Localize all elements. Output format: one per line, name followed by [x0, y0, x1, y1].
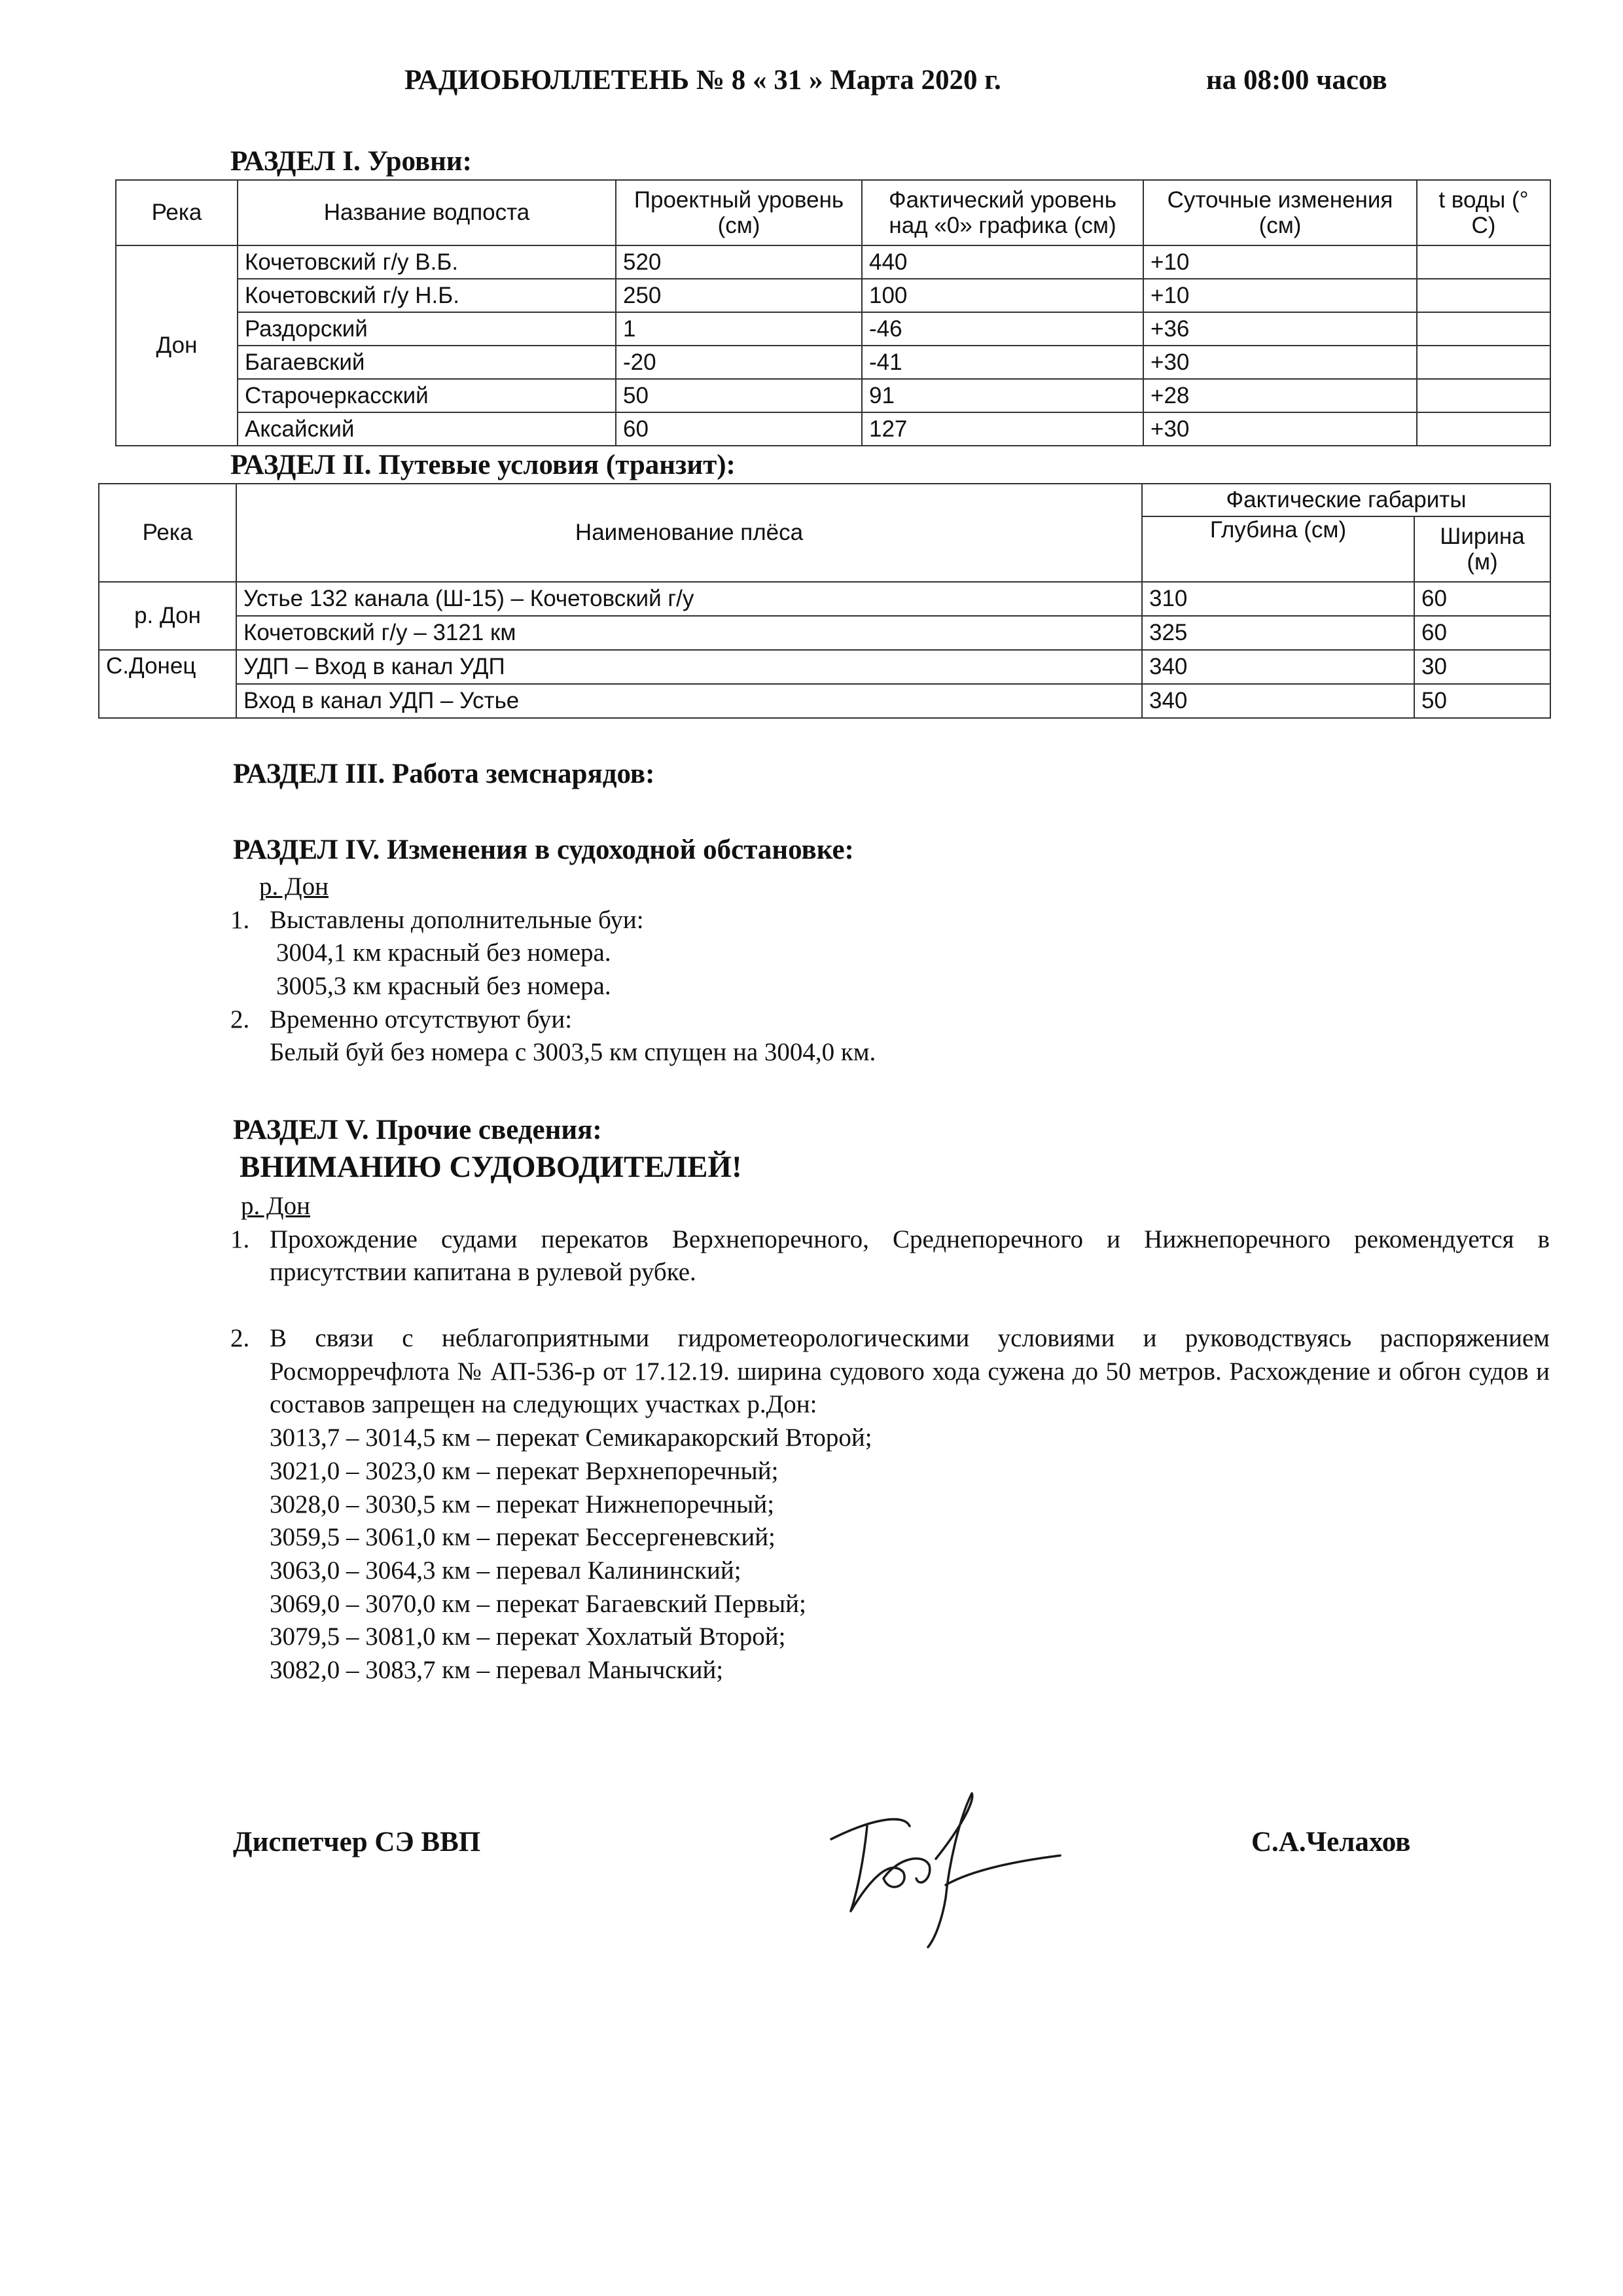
levels-design: 520 [616, 245, 862, 279]
levels-col-design: Проектный уровень (см) [616, 180, 862, 245]
levels-design: 50 [616, 379, 862, 412]
transit-table [98, 483, 1551, 719]
dispatcher-name: С.А.Челахов [1251, 1827, 1411, 1857]
list-item-text: Выставлены дополнительные буи: [270, 905, 644, 934]
table-row [99, 616, 1550, 650]
levels-actual: -41 [862, 346, 1143, 379]
levels-post: Раздорский [238, 312, 616, 346]
transit-col-width: Ширина (м) [1414, 516, 1550, 582]
table-row [99, 650, 1550, 684]
section-4-title: РАЗДЕЛ IV. Изменения в судоходной обстановке: [233, 834, 854, 865]
levels-actual: 100 [862, 279, 1143, 312]
levels-change: +10 [1143, 279, 1417, 312]
levels-post: Багаевский [238, 346, 616, 379]
levels-design: 250 [616, 279, 862, 312]
transit-width: 30 [1414, 650, 1550, 684]
levels-design: 1 [616, 312, 862, 346]
list-item-text: В связи с неблагоприятными гидрометеорологическими условиями и руководствуясь распоряжением Росморречфлота № АП-536-р от 17.12.19. ширина судового хода сужена до 50 метров. Расхождение и обгон судов и составов запрещен на следующих участках р.Дон: [270, 1324, 1550, 1419]
levels-table [115, 179, 1551, 446]
levels-post: Аксайский [238, 412, 616, 446]
transit-width: 60 [1414, 616, 1550, 650]
list-item-line: 3005,3 км красный без номера. [276, 972, 611, 1001]
transit-stretch: Устье 132 канала (Ш-15) – Кочетовский г/у [236, 582, 1142, 616]
levels-actual: 440 [862, 245, 1143, 279]
section-2-title: РАЗДЕЛ II. Путевые условия (транзит): [230, 450, 736, 480]
list-item-text: Прохождение судами перекатов Верхнепоречного, Среднепоречного и Нижнепоречного рекомендуется в присутствии капитана в рулевой рубке. [270, 1225, 1550, 1287]
table-row [116, 412, 1550, 446]
segment-line: 3028,0 – 3030,5 км – перекат Нижнепоречный; [270, 1490, 775, 1518]
levels-change: +30 [1143, 412, 1417, 446]
handwritten-signature [812, 1780, 1073, 1950]
levels-change: +28 [1143, 379, 1417, 412]
levels-temp [1417, 245, 1550, 279]
section-1-title: РАЗДЕЛ I. Уровни: [230, 146, 473, 177]
segment-line: 3013,7 – 3014,5 км – перекат Семикаракорский Второй; [270, 1424, 872, 1452]
dispatcher-position: Диспетчер СЭ ВВП [233, 1827, 481, 1857]
transit-stretch: Кочетовский г/у – 3121 км [236, 616, 1142, 650]
table-row [116, 346, 1550, 379]
levels-col-river: Река [116, 180, 238, 245]
segment-line: 3063,0 – 3064,3 км – перевал Калининский; [270, 1556, 741, 1585]
levels-change: +36 [1143, 312, 1417, 346]
segment-line: 3079,5 – 3081,0 км – перекат Хохлатый Второй; [270, 1623, 786, 1651]
list-item-line: 3004,1 км красный без номера. [276, 939, 611, 967]
transit-col-river: Река [99, 484, 236, 582]
levels-col-post: Название водпоста [238, 180, 616, 245]
transit-header-row [99, 484, 1550, 516]
levels-header-row [116, 180, 1550, 245]
list-item-text: Временно отсутствуют буи: [270, 1005, 573, 1033]
levels-actual: 127 [862, 412, 1143, 446]
transit-depth: 310 [1142, 582, 1414, 616]
section-5-river: р. Дон [241, 1192, 310, 1220]
levels-temp [1417, 412, 1550, 446]
transit-depth: 325 [1142, 616, 1414, 650]
transit-stretch: Вход в канал УДП – Устье [236, 684, 1142, 718]
levels-temp [1417, 346, 1550, 379]
section-3-title: РАЗДЕЛ III. Работа земснарядов: [233, 759, 655, 789]
transit-col-actual: Фактические габариты [1142, 484, 1550, 516]
table-row [116, 379, 1550, 412]
section-4-body [230, 870, 1550, 1069]
section-5-title: РАЗДЕЛ V. Прочие сведения: [233, 1115, 602, 1145]
levels-temp [1417, 379, 1550, 412]
section-5-body [230, 1190, 1550, 1687]
transit-width: 60 [1414, 582, 1550, 616]
table-row [116, 279, 1550, 312]
transit-stretch: УДП – Вход в канал УДП [236, 650, 1142, 684]
levels-design: 60 [616, 412, 862, 446]
list-item-line: Белый буй без номера с 3003,5 км спущен на 3004,0 км. [270, 1038, 876, 1067]
levels-col-actual: Фактический уровень над «0» графика (см) [862, 180, 1143, 245]
segment-line: 3069,0 – 3070,0 км – перекат Багаевский Первый; [270, 1589, 806, 1618]
bulletin-time: на 08:00 часов [1206, 65, 1387, 96]
levels-temp [1417, 279, 1550, 312]
levels-actual: 91 [862, 379, 1143, 412]
transit-river-donets: С.Донец [99, 650, 236, 718]
levels-change: +30 [1143, 346, 1417, 379]
levels-river-don: Дон [116, 245, 238, 446]
list-item-number: 1. [230, 1225, 250, 1253]
table-row [116, 312, 1550, 346]
table-row [99, 582, 1550, 616]
transit-depth: 340 [1142, 650, 1414, 684]
levels-col-temp: t воды (° С) [1417, 180, 1550, 245]
levels-design: -20 [616, 346, 862, 379]
levels-actual: -46 [862, 312, 1143, 346]
table-row [99, 684, 1550, 718]
table-row [116, 245, 1550, 279]
list-item [230, 1322, 1550, 1687]
section-4-river: р. Дон [259, 872, 329, 901]
levels-post: Старочеркасский [238, 379, 616, 412]
levels-change: +10 [1143, 245, 1417, 279]
transit-col-stretch: Наименование плёса [236, 484, 1142, 582]
transit-river-don: р. Дон [99, 582, 236, 650]
levels-temp [1417, 312, 1550, 346]
list-item [230, 1223, 1550, 1289]
list-item-number: 2. [230, 1005, 250, 1033]
attention-heading: ВНИМАНИЮ СУДОВОДИТЕЛЕЙ! [240, 1150, 742, 1184]
levels-col-change: Суточные изменения (см) [1143, 180, 1417, 245]
levels-post: Кочетовский г/у Н.Б. [238, 279, 616, 312]
transit-col-depth: Глубина (см) [1142, 516, 1414, 582]
list-item [230, 904, 1550, 1003]
levels-post: Кочетовский г/у В.Б. [238, 245, 616, 279]
segment-line: 3059,5 – 3061,0 км – перекат Бессергеневский; [270, 1523, 776, 1552]
transit-width: 50 [1414, 684, 1550, 718]
transit-depth: 340 [1142, 684, 1414, 718]
segment-line: 3021,0 – 3023,0 км – перекат Верхнепоречный; [270, 1456, 779, 1485]
list-item [230, 1003, 1550, 1069]
list-item-number: 2. [230, 1324, 250, 1353]
list-item-number: 1. [230, 905, 250, 934]
bulletin-number-date: РАДИОБЮЛЛЕТЕНЬ № 8 « 31 » Марта 2020 г. [404, 65, 1001, 96]
segment-line: 3082,0 – 3083,7 км – перевал Манычский; [270, 1655, 724, 1684]
